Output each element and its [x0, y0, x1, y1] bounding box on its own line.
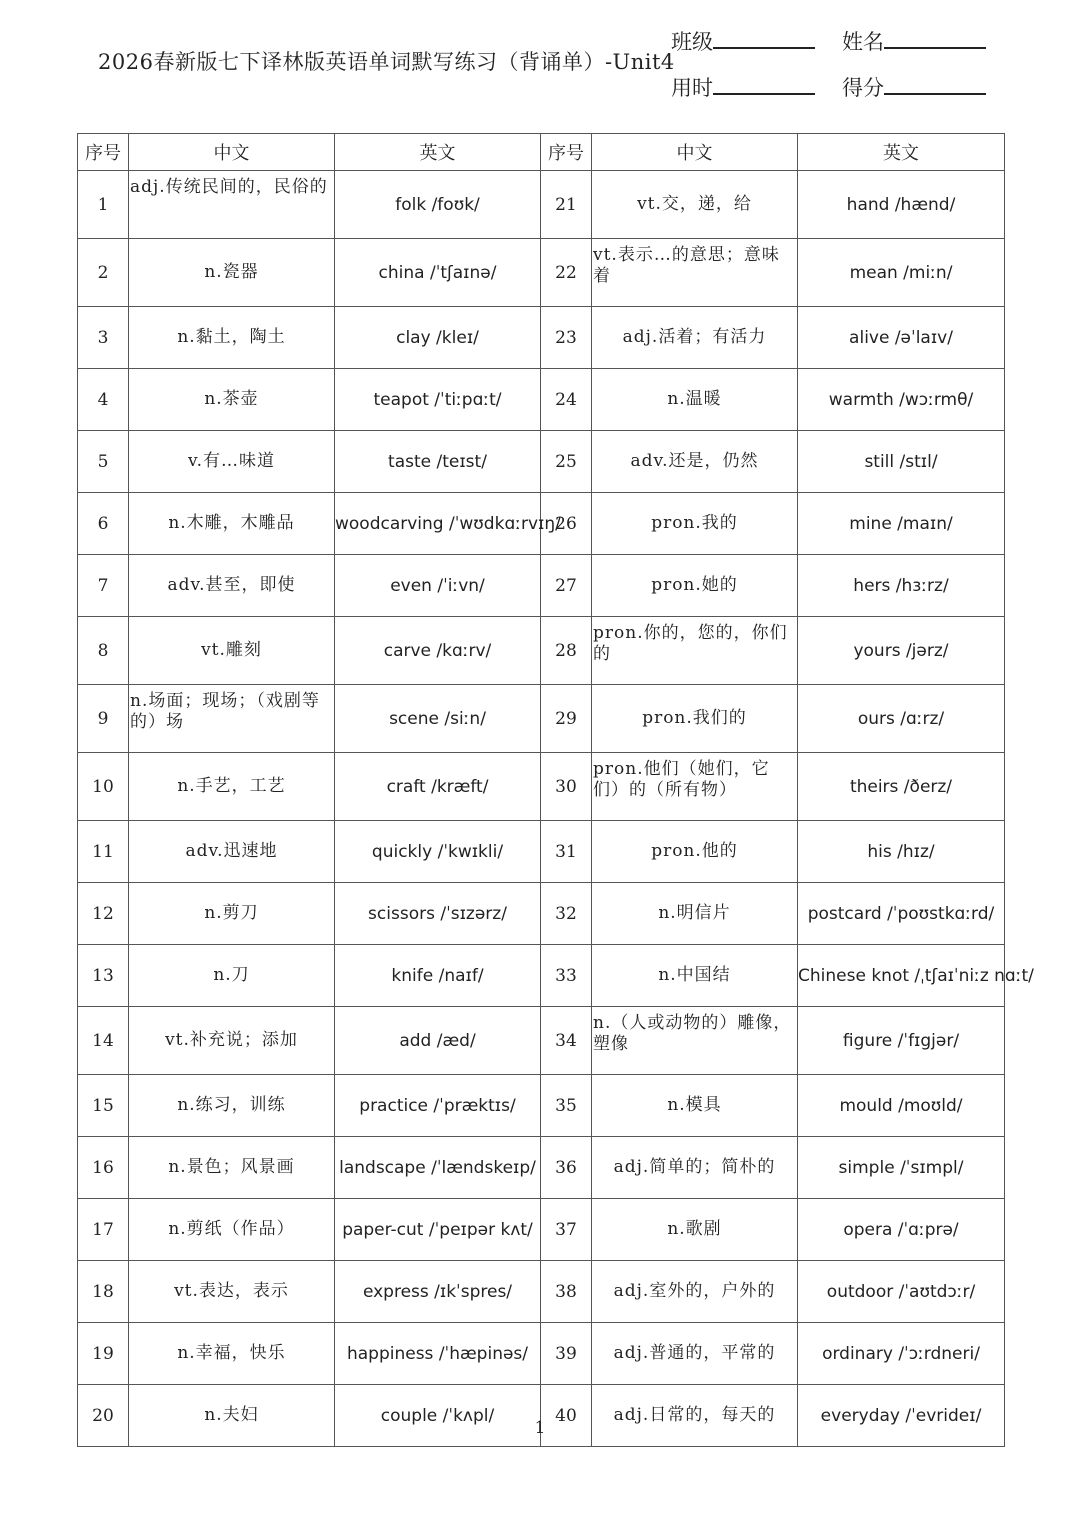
english-word: ours /ɑːrz/	[798, 685, 1005, 753]
english-word: clay /kleɪ/	[335, 307, 541, 369]
header-number-left: 序号	[78, 134, 129, 171]
table-header-row	[78, 134, 1005, 171]
chinese-meaning: v.有…味道	[129, 431, 335, 493]
entry-number: 30	[541, 753, 592, 821]
entry-number: 39	[541, 1323, 592, 1385]
time-blank-line	[713, 75, 815, 95]
english-word: craft /kræft/	[335, 753, 541, 821]
chinese-meaning: pron.我的	[592, 493, 798, 555]
chinese-meaning: n.景色；风景画	[129, 1137, 335, 1199]
header-chinese-left: 中文	[129, 134, 335, 171]
class-blank-line	[713, 29, 815, 49]
vocabulary-table-body	[78, 171, 1034, 1447]
english-word: mould /moʊld/	[798, 1075, 1005, 1137]
english-word: folk /foʊk/	[335, 171, 541, 239]
chinese-meaning: adj.普通的，平常的	[592, 1323, 798, 1385]
chinese-meaning: n.夫妇	[129, 1385, 335, 1447]
entry-number: 23	[541, 307, 592, 369]
chinese-meaning: vt.交，递，给	[592, 171, 798, 239]
entry-number: 10	[78, 753, 129, 821]
class-field	[671, 26, 815, 56]
chinese-meaning: n.场面；现场；（戏剧等的）场	[129, 685, 335, 753]
chinese-meaning: vt.雕刻	[129, 617, 335, 685]
table-row	[78, 617, 1005, 685]
chinese-meaning: n.练习，训练	[129, 1075, 335, 1137]
table-row	[78, 1261, 1005, 1323]
chinese-meaning: adj.活着；有活力	[592, 307, 798, 369]
entry-number: 1	[78, 171, 129, 239]
english-word: carve /kɑːrv/	[335, 617, 541, 685]
chinese-meaning: n.茶壶	[129, 369, 335, 431]
header-chinese-right: 中文	[592, 134, 798, 171]
chinese-meaning: n.剪刀	[129, 883, 335, 945]
english-word: ordinary /ˈɔːrdneri/	[798, 1323, 1005, 1385]
chinese-meaning: n.幸福，快乐	[129, 1323, 335, 1385]
chinese-meaning: n.手艺，工艺	[129, 753, 335, 821]
english-word: taste /teɪst/	[335, 431, 541, 493]
chinese-meaning: adv.还是，仍然	[592, 431, 798, 493]
entry-number: 3	[78, 307, 129, 369]
worksheet-title: 2026春新版七下译林版英语单词默写练习（背诵单）-Unit4	[98, 50, 675, 74]
entry-number: 35	[541, 1075, 592, 1137]
english-word: simple /ˈsɪmpl/	[798, 1137, 1005, 1199]
entry-number: 33	[541, 945, 592, 1007]
table-row	[78, 171, 1005, 239]
table-row	[78, 1075, 1005, 1137]
table-row	[78, 1007, 1005, 1075]
chinese-meaning: adj.传统民间的，民俗的	[129, 171, 335, 239]
english-word: practice /ˈpræktɪs/	[335, 1075, 541, 1137]
name-blank-line	[884, 29, 986, 49]
table-row	[78, 883, 1005, 945]
table-row	[78, 1137, 1005, 1199]
english-word: mine /maɪn/	[798, 493, 1005, 555]
english-word: theirs /ðerz/	[798, 753, 1005, 821]
chinese-meaning: n.温暖	[592, 369, 798, 431]
chinese-meaning: adv.甚至，即使	[129, 555, 335, 617]
table-row	[78, 555, 1005, 617]
header-english-right: 英文	[798, 134, 1005, 171]
entry-number: 17	[78, 1199, 129, 1261]
english-word: mean /miːn/	[798, 239, 1005, 307]
chinese-meaning: n.模具	[592, 1075, 798, 1137]
entry-number: 2	[78, 239, 129, 307]
entry-number: 36	[541, 1137, 592, 1199]
time-label: 用时	[671, 76, 713, 100]
chinese-meaning: vt.表示…的意思；意味着	[592, 239, 798, 307]
english-word: hers /hɜːrz/	[798, 555, 1005, 617]
entry-number: 27	[541, 555, 592, 617]
entry-number: 13	[78, 945, 129, 1007]
entry-number: 26	[541, 493, 592, 555]
english-word: warmth /wɔːrmθ/	[798, 369, 1005, 431]
chinese-meaning: n.中国结	[592, 945, 798, 1007]
entry-number: 24	[541, 369, 592, 431]
chinese-meaning: n.（人或动物的）雕像，塑像	[592, 1007, 798, 1075]
english-word: knife /naɪf/	[335, 945, 541, 1007]
entry-number: 20	[78, 1385, 129, 1447]
page-number: 1	[534, 1418, 546, 1438]
chinese-meaning: adj.日常的，每天的	[592, 1385, 798, 1447]
table-row	[78, 1323, 1005, 1385]
entry-number: 11	[78, 821, 129, 883]
entry-number: 32	[541, 883, 592, 945]
english-word: Chinese knot /ˌtʃaɪˈniːz nɑːt/	[798, 945, 1005, 1007]
entry-number: 5	[78, 431, 129, 493]
chinese-meaning: pron.我们的	[592, 685, 798, 753]
entry-number: 8	[78, 617, 129, 685]
english-word: china /ˈtʃaɪnə/	[335, 239, 541, 307]
chinese-meaning: adj.室外的，户外的	[592, 1261, 798, 1323]
table-row	[78, 307, 1005, 369]
score-field	[842, 72, 986, 102]
entry-number: 29	[541, 685, 592, 753]
english-word: landscape /ˈlændskeɪp/	[335, 1137, 541, 1199]
table-row	[78, 821, 1005, 883]
entry-number: 28	[541, 617, 592, 685]
chinese-meaning: n.明信片	[592, 883, 798, 945]
english-word: outdoor /ˈaʊtdɔːr/	[798, 1261, 1005, 1323]
name-label: 姓名	[842, 30, 884, 54]
table-row	[78, 369, 1005, 431]
entry-number: 7	[78, 555, 129, 617]
table-row	[78, 239, 1005, 307]
table-row	[78, 945, 1005, 1007]
english-word: quickly /ˈkwɪkli/	[335, 821, 541, 883]
table-row	[78, 753, 1005, 821]
header-number-right: 序号	[541, 134, 592, 171]
english-word: still /stɪl/	[798, 431, 1005, 493]
entry-number: 37	[541, 1199, 592, 1261]
english-word: couple /ˈkʌpl/	[335, 1385, 541, 1447]
english-word: scissors /ˈsɪzərz/	[335, 883, 541, 945]
chinese-meaning: n.歌剧	[592, 1199, 798, 1261]
english-word: paper-cut /ˈpeɪpər kʌt/	[335, 1199, 541, 1261]
table-row	[78, 493, 1005, 555]
english-word: figure /ˈfɪgjər/	[798, 1007, 1005, 1075]
score-blank-line	[884, 75, 986, 95]
chinese-meaning: vt.表达，表示	[129, 1261, 335, 1323]
vocabulary-table	[77, 133, 1034, 1447]
table-row	[78, 431, 1005, 493]
chinese-meaning: vt.补充说；添加	[129, 1007, 335, 1075]
english-word: happiness /ˈhæpinəs/	[335, 1323, 541, 1385]
english-word: opera /ˈɑːprə/	[798, 1199, 1005, 1261]
english-word: yours /jərz/	[798, 617, 1005, 685]
entry-number: 18	[78, 1261, 129, 1323]
score-label: 得分	[842, 76, 884, 100]
entry-number: 12	[78, 883, 129, 945]
chinese-meaning: adj.简单的；简朴的	[592, 1137, 798, 1199]
class-label: 班级	[671, 30, 713, 54]
chinese-meaning: n.刀	[129, 945, 335, 1007]
english-word: woodcarving /ˈwʊdkɑːrvɪŋ/	[335, 493, 541, 555]
english-word: express /ɪkˈspres/	[335, 1261, 541, 1323]
english-word: scene /siːn/	[335, 685, 541, 753]
header-english-left: 英文	[335, 134, 541, 171]
english-word: postcard /ˈpoʊstkɑːrd/	[798, 883, 1005, 945]
chinese-meaning: n.木雕，木雕品	[129, 493, 335, 555]
entry-number: 9	[78, 685, 129, 753]
english-word: add /æd/	[335, 1007, 541, 1075]
entry-number: 4	[78, 369, 129, 431]
english-word: his /hɪz/	[798, 821, 1005, 883]
entry-number: 38	[541, 1261, 592, 1323]
entry-number: 34	[541, 1007, 592, 1075]
chinese-meaning: pron.你的，您的，你们的	[592, 617, 798, 685]
entry-number: 19	[78, 1323, 129, 1385]
chinese-meaning: n.瓷器	[129, 239, 335, 307]
english-word: hand /hænd/	[798, 171, 1005, 239]
chinese-meaning: adv.迅速地	[129, 821, 335, 883]
entry-number: 31	[541, 821, 592, 883]
chinese-meaning: n.黏土，陶土	[129, 307, 335, 369]
entry-number: 16	[78, 1137, 129, 1199]
time-field	[671, 72, 815, 102]
entry-number: 15	[78, 1075, 129, 1137]
entry-number: 6	[78, 493, 129, 555]
entry-number: 22	[541, 239, 592, 307]
chinese-meaning: pron.她的	[592, 555, 798, 617]
table-row	[78, 685, 1005, 753]
name-field	[842, 26, 986, 56]
entry-number: 25	[541, 431, 592, 493]
table-row	[78, 1199, 1005, 1261]
chinese-meaning: n.剪纸（作品）	[129, 1199, 335, 1261]
entry-number: 40	[541, 1385, 592, 1447]
english-word: teapot /ˈtiːpɑːt/	[335, 369, 541, 431]
entry-number: 14	[78, 1007, 129, 1075]
chinese-meaning: pron.他的	[592, 821, 798, 883]
english-word: everyday /ˈevrideɪ/	[798, 1385, 1005, 1447]
english-word: even /ˈiːvn/	[335, 555, 541, 617]
english-word: alive /əˈlaɪv/	[798, 307, 1005, 369]
chinese-meaning: pron.他们（她们，它们）的（所有物）	[592, 753, 798, 821]
entry-number: 21	[541, 171, 592, 239]
